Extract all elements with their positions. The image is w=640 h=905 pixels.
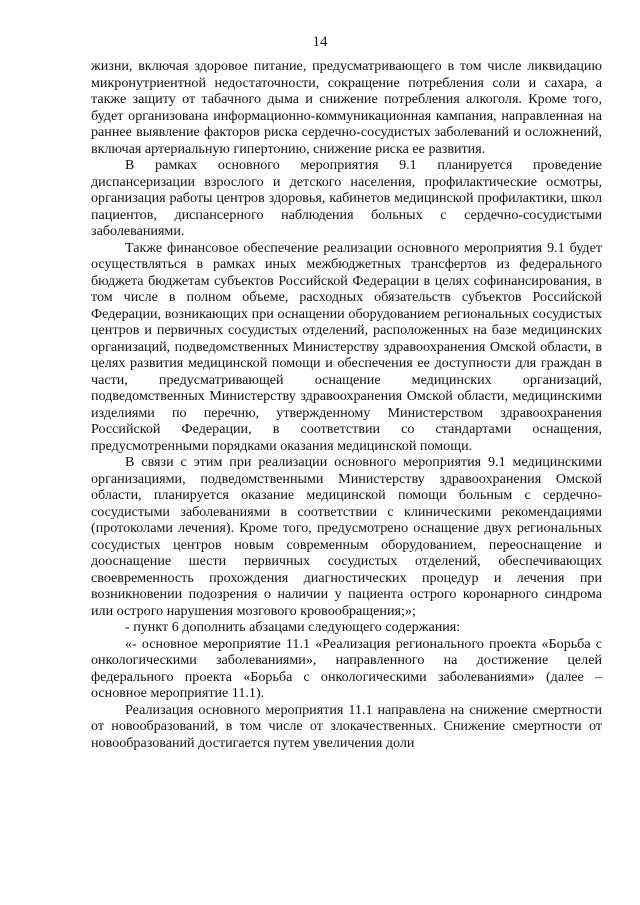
page-number: 14 bbox=[312, 34, 328, 50]
document-body bbox=[91, 58, 602, 751]
paragraph-1: жизни, включая здоровое питание, предусматривающего в том числе ликвидацию микронутриентной недостаточности, сокращение потребления соли и сахара, а также защиту от табачного дыма и снижение потребления алкоголя. Кроме того, будет организована информационно-коммуникационная кампания, направленная на раннее выявление факторов риска сердечно-сосудистых заболеваний и осложнений, включая артериальную гипертонию, снижение риска ее развития. bbox=[91, 58, 602, 157]
paragraph-7: Реализация основного мероприятия 11.1 направлена на снижение смертности от новообразований, в том числе от злокачественных. Снижение смертности от новообразований достигается путем увеличения доли bbox=[91, 701, 602, 751]
paragraph-3: Также финансовое обеспечение реализации основного мероприятия 9.1 будет осуществляться в рамках иных межбюджетных трансфертов из федерального бюджета бюджетам субъектов Российской Федерации в целях софинансирования, в том числе в полном объеме, расходных обязательств субъектов Российской Федерации, возникающих при оснащении оборудованием региональных сосудистых центров и первичных сосудистых отделений, расположенных на базе медицинских организаций, подведомственных Министерству здравоохранения Омской области, в целях развития медицинской помощи и обеспечения ее доступности для граждан в части, предусматривающей оснащение медицинских организаций, подведомственных Министерству здравоохранения Омской области, медицинскими изделиями по перечню, утвержденному Министерством здравоохранения Российской Федерации, в соответствии со стандартами оснащения, предусмотренными порядками оказания медицинской помощи. bbox=[91, 239, 602, 454]
paragraph-6: «- основное мероприятие 11.1 «Реализация регионального проекта «Борьба с онкологическими заболеваниями», направленного на достижение целей федерального проекта «Борьба с онкологическими заболеваниями» (далее – основное мероприятие 11.1). bbox=[91, 635, 602, 701]
paragraph-5: - пункт 6 дополнить абзацами следующего содержания: bbox=[125, 619, 461, 635]
paragraph-2: В рамках основного мероприятия 9.1 планируется проведение диспансеризации взрослого и детского населения, профилактические осмотры, организация работы центров здоровья, кабинетов медицинской профилактики, школ пациентов, диспансерного наблюдения больных с сердечно-сосудистыми заболеваниями. bbox=[91, 157, 602, 239]
paragraph-4: В связи с этим при реализации основного мероприятия 9.1 медицинскими организациями, подведомственными Министерству здравоохранения Омской области, планируется оказание медицинской помощи больным с сердечно-сосудистыми заболеваниями в соответствии с клиническими рекомендациями (протоколами лечения). Кроме того, предусмотрено оснащение двух региональных сосудистых центров новым современным оборудованием, переоснащение и дооснащение шести первичных сосудистых отделений, обеспечивающих своевременность прохождения диагностических процедур и лечения при возникновении подозрения о наличии у пациента острого коронарного синдрома или острого нарушения мозгового кровообращения;»; bbox=[91, 454, 602, 619]
